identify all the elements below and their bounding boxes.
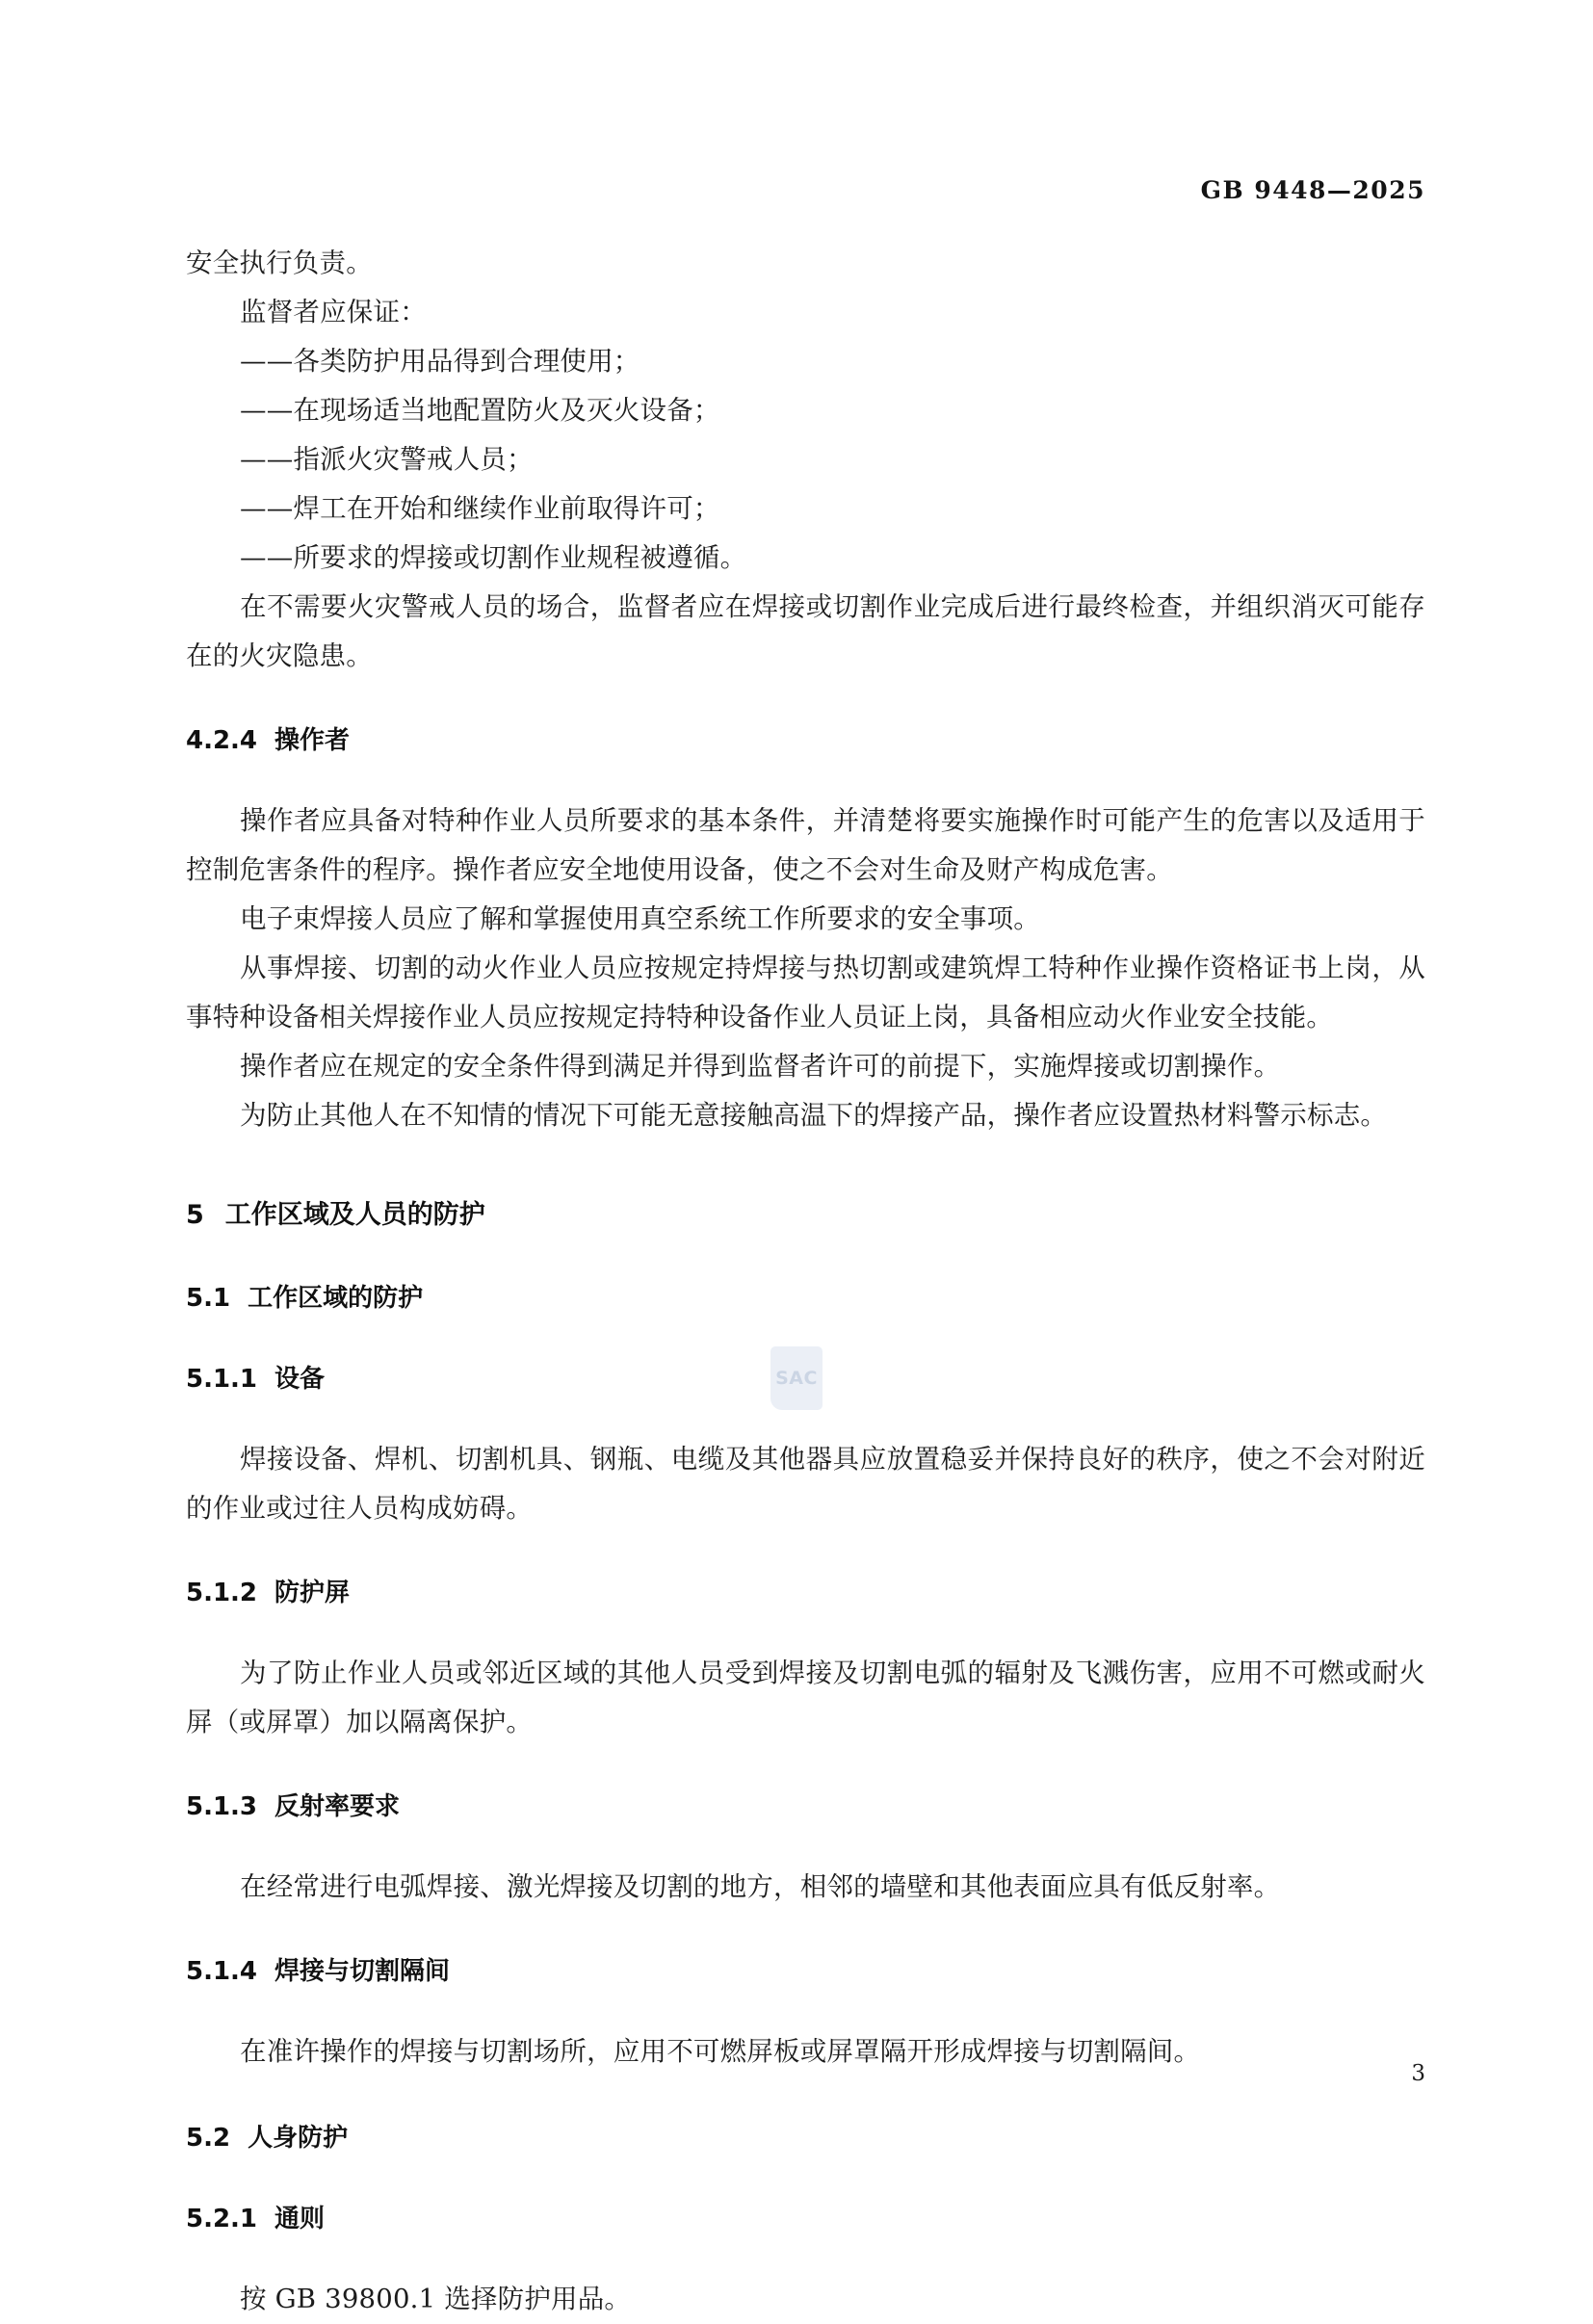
section-title: 工作区域及人员的防护 [224, 1200, 485, 1230]
section-title: 通则 [274, 2205, 326, 2233]
list-item: ——焊工在开始和继续作业前取得许可； [240, 493, 720, 524]
section-title: 设备 [274, 1365, 326, 1394]
section-number: 5.1.4 [186, 1957, 258, 1986]
section-title: 防护屏 [274, 1579, 351, 1607]
section-number: 5.1.2 [186, 1579, 258, 1607]
paragraph-4-2-4-4: 操作者应在规定的安全条件得到满足并得到监督者许可的前提下，实施焊接或切割操作。 [240, 1051, 1281, 1082]
section-heading-5-2 [186, 2117, 1425, 2159]
section-heading-5-1 [186, 1277, 1425, 1319]
paragraph-4-2-4-3: 从事焊接、切割的动火作业人员应按规定持焊接与热切割或建筑焊工特种作业操作资格证书上岗，从事特种设备相关焊接作业人员应按规定持特种设备作业人员证上岗，具备相应动火作业安全技能。 [186, 953, 1425, 1032]
list-item: ——在现场适当地配置防火及灭火设备； [240, 395, 720, 426]
section-heading-5-1-1 [186, 1358, 1425, 1400]
section-number: 5.2 [186, 2124, 231, 2153]
paragraph-5-2-1-1: 按 GB 39800.1 选择防护用品。 [240, 2284, 632, 2314]
section-number: 5.1.3 [186, 1792, 258, 1821]
document-body [186, 239, 1425, 2324]
section-title: 反射率要求 [274, 1792, 401, 1821]
running-header-standard-code: GB 9448—2025 [1200, 176, 1425, 204]
paragraph-5-1-4-1: 在准许操作的焊接与切割场所，应用不可燃屏板或屏罩隔开形成焊接与切割隔间。 [240, 2036, 1201, 2067]
paragraph-4-2-4-2: 电子束焊接人员应了解和掌握使用真空系统工作所要求的安全事项。 [240, 903, 1040, 934]
paragraph-supervisor-lead-in: 监督者应保证： [240, 297, 427, 327]
section-number: 5.1.1 [186, 1365, 258, 1394]
list-item: ——所要求的焊接或切割作业规程被遵循。 [240, 542, 747, 573]
page-number: 3 [1411, 2061, 1425, 2086]
section-heading-5-1-3 [186, 1786, 1425, 1828]
section-number: 5 [186, 1200, 204, 1230]
section-heading-5-1-2 [186, 1572, 1425, 1614]
list-item: ——各类防护用品得到合理使用； [240, 346, 640, 377]
section-number: 5.1 [186, 1284, 231, 1313]
paragraph-5-1-3-1: 在经常进行电弧焊接、激光焊接及切割的地方，相邻的墙壁和其他表面应具有低反射率。 [240, 1871, 1281, 1902]
section-heading-4-2-4 [186, 719, 1425, 762]
sac-watermark-logo: SAC [770, 1346, 823, 1410]
paragraph-4-2-4-5: 为防止其他人在不知情的情况下可能无意接触高温下的焊接产品，操作者应设置热材料警示标志。 [240, 1100, 1388, 1131]
section-number: 4.2.4 [186, 726, 258, 755]
paragraph-5-1-2-1: 为了防止作业人员或邻近区域的其他人员受到焊接及切割电弧的辐射及飞溅伤害，应用不可燃或耐火屏（或屏罩）加以隔离保护。 [186, 1658, 1425, 1737]
paragraph-5-1-1-1: 焊接设备、焊机、切割机具、钢瓶、电缆及其他器具应放置稳妥并保持良好的秩序，使之不会对附近的作业或过往人员构成妨碍。 [186, 1444, 1425, 1524]
section-title: 人身防护 [248, 2124, 349, 2153]
section-title: 工作区域的防护 [248, 1284, 424, 1313]
section-heading-5-1-4 [186, 1950, 1425, 1993]
paragraph-continued: 安全执行负责。 [186, 248, 373, 278]
paragraph-supervisor-closing: 在不需要火灾警戒人员的场合，监督者应在焊接或切割作业完成后进行最终检查，并组织消灭可能存在的火灾隐患。 [186, 591, 1425, 671]
list-item: ——指派火灾警戒人员； [240, 444, 534, 475]
section-heading-5-2-1 [186, 2198, 1425, 2240]
section-title: 操作者 [274, 726, 351, 755]
section-heading-5 [186, 1194, 1425, 1237]
section-number: 5.2.1 [186, 2205, 258, 2233]
paragraph-4-2-4-1: 操作者应具备对特种作业人员所要求的基本条件，并清楚将要实施操作时可能产生的危害以及适用于控制危害条件的程序。操作者应安全地使用设备，使之不会对生命及财产构成危害。 [186, 805, 1425, 885]
section-title: 焊接与切割隔间 [274, 1957, 451, 1986]
